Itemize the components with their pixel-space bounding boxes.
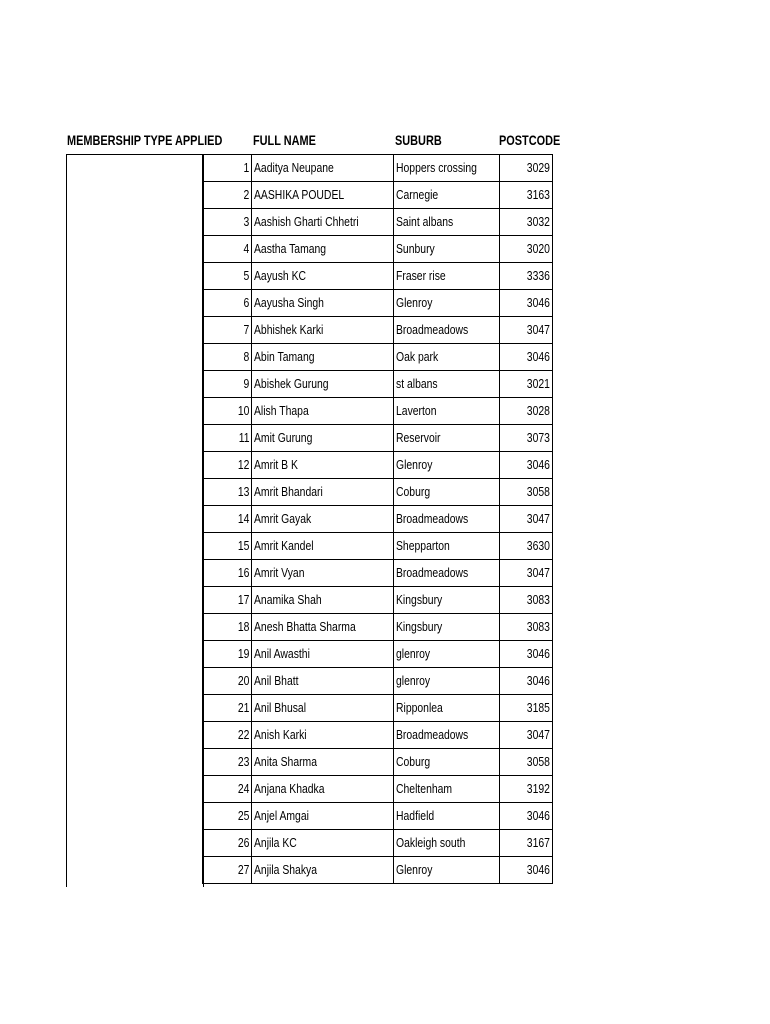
row-number: 24 bbox=[203, 776, 252, 803]
suburb-cell: Hadfield bbox=[394, 803, 500, 830]
full-name-cell: Alish Thapa bbox=[252, 398, 394, 425]
suburb-cell: Oak park bbox=[394, 344, 500, 371]
suburb-cell: Oakleigh south bbox=[394, 830, 500, 857]
postcode-cell: 3046 bbox=[500, 452, 553, 479]
postcode-cell: 3046 bbox=[500, 344, 553, 371]
suburb-cell: Broadmeadows bbox=[394, 560, 500, 587]
header-postcode: POSTCODE bbox=[499, 132, 561, 148]
postcode-cell: 3047 bbox=[500, 506, 553, 533]
row-number: 10 bbox=[203, 398, 252, 425]
full-name-cell: Amrit Bhandari bbox=[252, 479, 394, 506]
table-row bbox=[203, 398, 553, 425]
postcode-cell: 3336 bbox=[500, 263, 553, 290]
full-name-cell: Anjila Shakya bbox=[252, 857, 394, 884]
full-name-cell: Aayusha Singh bbox=[252, 290, 394, 317]
suburb-cell: Coburg bbox=[394, 479, 500, 506]
suburb-cell: Kingsbury bbox=[394, 587, 500, 614]
suburb-cell: Fraser rise bbox=[394, 263, 500, 290]
table-row bbox=[203, 209, 553, 236]
postcode-cell: 3047 bbox=[500, 722, 553, 749]
suburb-cell: Coburg bbox=[394, 749, 500, 776]
postcode-cell: 3028 bbox=[500, 398, 553, 425]
full-name-cell: Anil Bhusal bbox=[252, 695, 394, 722]
full-name-cell: Amrit B K bbox=[252, 452, 394, 479]
postcode-cell: 3047 bbox=[500, 560, 553, 587]
full-name-cell: Anita Sharma bbox=[252, 749, 394, 776]
suburb-cell: Broadmeadows bbox=[394, 506, 500, 533]
suburb-cell: Hoppers crossing bbox=[394, 155, 500, 182]
table-row bbox=[203, 479, 553, 506]
row-number: 4 bbox=[203, 236, 252, 263]
postcode-cell: 3046 bbox=[500, 803, 553, 830]
postcode-cell: 3046 bbox=[500, 290, 553, 317]
full-name-cell: Abishek Gurung bbox=[252, 371, 394, 398]
table-row bbox=[203, 641, 553, 668]
suburb-cell: Reservoir bbox=[394, 425, 500, 452]
table-row bbox=[203, 560, 553, 587]
row-number: 22 bbox=[203, 722, 252, 749]
row-number: 13 bbox=[203, 479, 252, 506]
full-name-cell: Amrit Gayak bbox=[252, 506, 394, 533]
suburb-cell: glenroy bbox=[394, 668, 500, 695]
postcode-cell: 3046 bbox=[500, 668, 553, 695]
suburb-cell: Broadmeadows bbox=[394, 722, 500, 749]
table-row bbox=[203, 317, 553, 344]
full-name-cell: Amrit Vyan bbox=[252, 560, 394, 587]
table-row bbox=[203, 452, 553, 479]
postcode-cell: 3163 bbox=[500, 182, 553, 209]
postcode-cell: 3185 bbox=[500, 695, 553, 722]
suburb-cell: Cheltenham bbox=[394, 776, 500, 803]
suburb-cell: Ripponlea bbox=[394, 695, 500, 722]
row-number: 6 bbox=[203, 290, 252, 317]
table-row bbox=[203, 236, 553, 263]
table-row bbox=[203, 344, 553, 371]
table-row bbox=[203, 533, 553, 560]
row-number: 20 bbox=[203, 668, 252, 695]
table-row bbox=[203, 587, 553, 614]
postcode-cell: 3073 bbox=[500, 425, 553, 452]
row-number: 21 bbox=[203, 695, 252, 722]
row-number: 15 bbox=[203, 533, 252, 560]
full-name-cell: Anjel Amgai bbox=[252, 803, 394, 830]
suburb-cell: glenroy bbox=[394, 641, 500, 668]
full-name-cell: Anil Bhatt bbox=[252, 668, 394, 695]
full-name-cell: Anjana Khadka bbox=[252, 776, 394, 803]
suburb-cell: Laverton bbox=[394, 398, 500, 425]
row-number: 23 bbox=[203, 749, 252, 776]
table-row bbox=[203, 695, 553, 722]
row-number: 14 bbox=[203, 506, 252, 533]
postcode-cell: 3058 bbox=[500, 479, 553, 506]
table-row bbox=[203, 857, 553, 884]
full-name-cell: Anjila KC bbox=[252, 830, 394, 857]
row-number: 12 bbox=[203, 452, 252, 479]
full-name-cell: Abhishek Karki bbox=[252, 317, 394, 344]
table-row bbox=[203, 776, 553, 803]
row-number: 8 bbox=[203, 344, 252, 371]
header-full-name: FULL NAME bbox=[253, 132, 316, 148]
suburb-cell: Sunbury bbox=[394, 236, 500, 263]
full-name-cell: Anamika Shah bbox=[252, 587, 394, 614]
table-row bbox=[203, 182, 553, 209]
postcode-cell: 3020 bbox=[500, 236, 553, 263]
postcode-cell: 3083 bbox=[500, 614, 553, 641]
table-row bbox=[203, 263, 553, 290]
postcode-cell: 3032 bbox=[500, 209, 553, 236]
row-number: 1 bbox=[203, 155, 252, 182]
postcode-cell: 3046 bbox=[500, 857, 553, 884]
postcode-cell: 3058 bbox=[500, 749, 553, 776]
members-table bbox=[202, 154, 553, 884]
row-number: 9 bbox=[203, 371, 252, 398]
table-row bbox=[203, 749, 553, 776]
table-row bbox=[203, 425, 553, 452]
full-name-cell: Amrit Kandel bbox=[252, 533, 394, 560]
table-row bbox=[203, 803, 553, 830]
table-row bbox=[203, 830, 553, 857]
full-name-cell: Anesh Bhatta Sharma bbox=[252, 614, 394, 641]
row-number: 26 bbox=[203, 830, 252, 857]
row-number: 2 bbox=[203, 182, 252, 209]
suburb-cell: Kingsbury bbox=[394, 614, 500, 641]
suburb-cell: Glenroy bbox=[394, 452, 500, 479]
full-name-cell: Amit Gurung bbox=[252, 425, 394, 452]
membership-type-column bbox=[66, 154, 204, 887]
suburb-cell: Glenroy bbox=[394, 857, 500, 884]
suburb-cell: Carnegie bbox=[394, 182, 500, 209]
postcode-cell: 3167 bbox=[500, 830, 553, 857]
row-number: 19 bbox=[203, 641, 252, 668]
full-name-cell: Aastha Tamang bbox=[252, 236, 394, 263]
full-name-cell: Aaditya Neupane bbox=[252, 155, 394, 182]
full-name-cell: Aayush KC bbox=[252, 263, 394, 290]
header-membership-type: MEMBERSHIP TYPE APPLIED bbox=[67, 132, 223, 148]
header-suburb: SUBURB bbox=[395, 132, 442, 148]
table-row bbox=[203, 506, 553, 533]
row-number: 11 bbox=[203, 425, 252, 452]
full-name-cell: Anil Awasthi bbox=[252, 641, 394, 668]
row-number: 17 bbox=[203, 587, 252, 614]
table-row bbox=[203, 155, 553, 182]
row-number: 18 bbox=[203, 614, 252, 641]
row-number: 5 bbox=[203, 263, 252, 290]
postcode-cell: 3630 bbox=[500, 533, 553, 560]
suburb-cell: Glenroy bbox=[394, 290, 500, 317]
suburb-cell: Broadmeadows bbox=[394, 317, 500, 344]
row-number: 27 bbox=[203, 857, 252, 884]
table-row bbox=[203, 371, 553, 398]
row-number: 25 bbox=[203, 803, 252, 830]
suburb-cell: Saint albans bbox=[394, 209, 500, 236]
row-number: 7 bbox=[203, 317, 252, 344]
suburb-cell: Shepparton bbox=[394, 533, 500, 560]
full-name-cell: AASHIKA POUDEL bbox=[252, 182, 394, 209]
table-row bbox=[203, 668, 553, 695]
postcode-cell: 3047 bbox=[500, 317, 553, 344]
full-name-cell: Aashish Gharti Chhetri bbox=[252, 209, 394, 236]
full-name-cell: Anish Karki bbox=[252, 722, 394, 749]
full-name-cell: Abin Tamang bbox=[252, 344, 394, 371]
row-number: 3 bbox=[203, 209, 252, 236]
table-row bbox=[203, 290, 553, 317]
suburb-cell: st albans bbox=[394, 371, 500, 398]
postcode-cell: 3029 bbox=[500, 155, 553, 182]
table-row bbox=[203, 722, 553, 749]
postcode-cell: 3192 bbox=[500, 776, 553, 803]
postcode-cell: 3046 bbox=[500, 641, 553, 668]
postcode-cell: 3021 bbox=[500, 371, 553, 398]
postcode-cell: 3083 bbox=[500, 587, 553, 614]
table-row bbox=[203, 614, 553, 641]
row-number: 16 bbox=[203, 560, 252, 587]
